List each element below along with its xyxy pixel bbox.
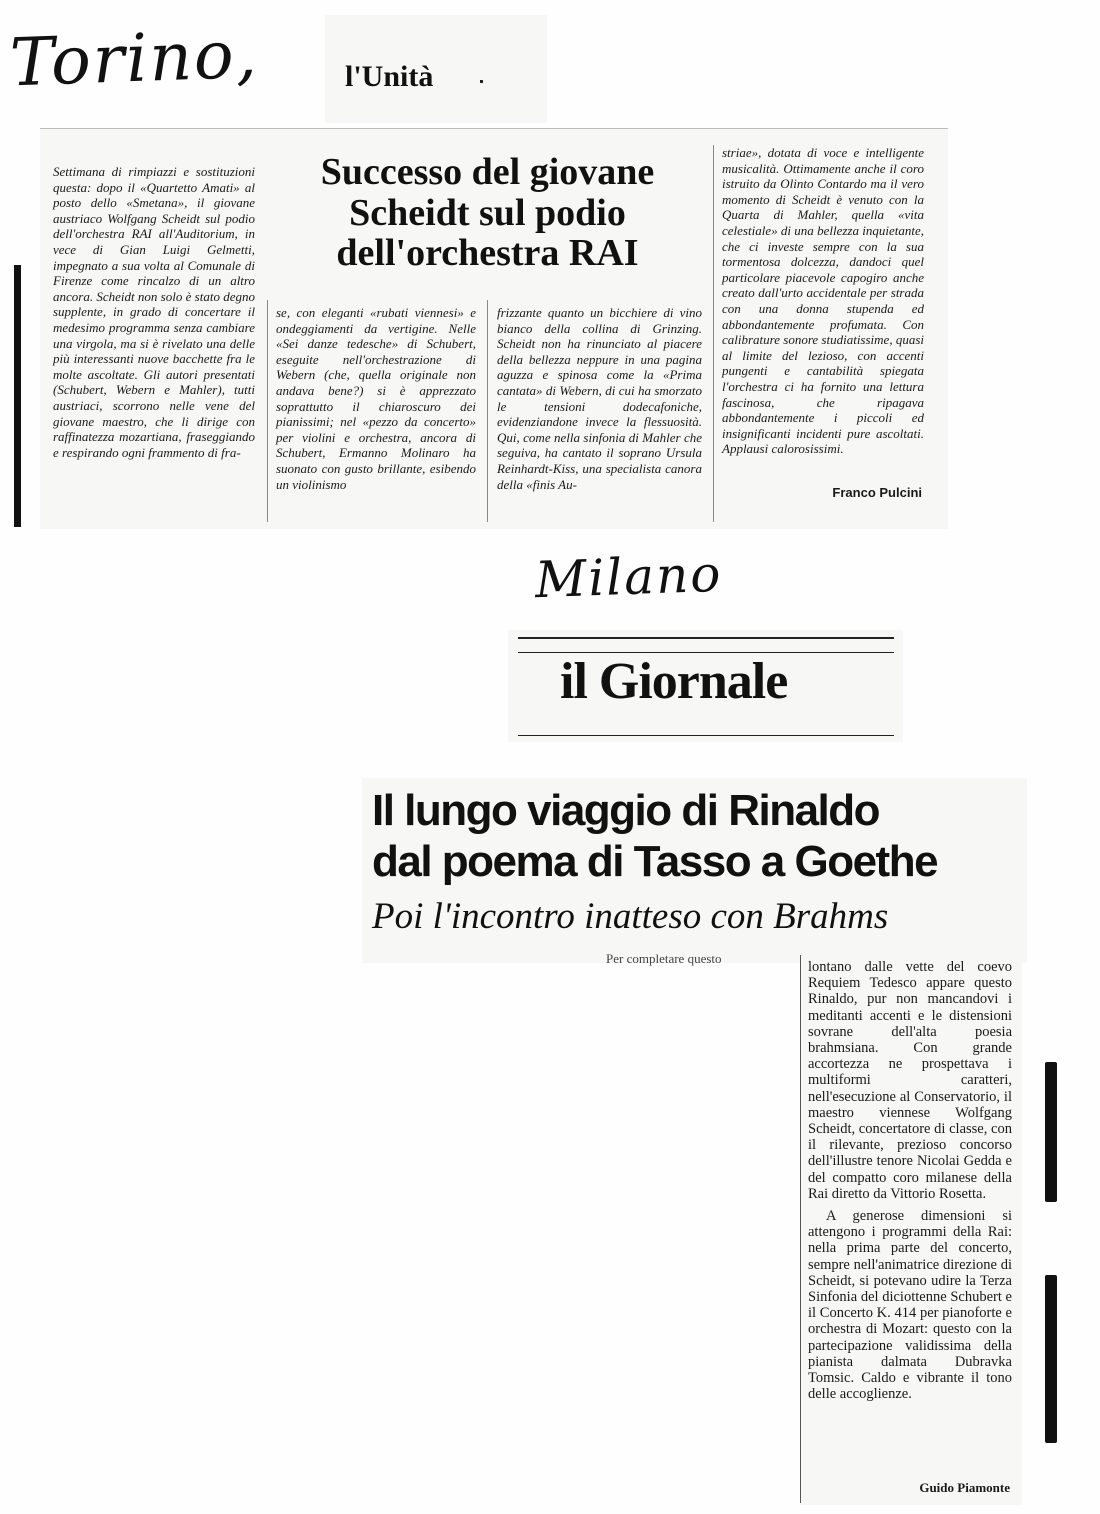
handwritten-city-milano: Milano [534,544,724,610]
margin-mark-right-1 [1045,1062,1057,1202]
handwritten-city-torino: Torino, [8,15,260,102]
unita-column-4: striae», dotata di voce e intelligente musicalità. Ottimamente anche il coro istruito da Olinto Contardo ma il vero momento di Scheidt è venuto con la Quarta di Mahler, quella «vita celestiale» di una bellezza inquietante, che ci investe sempre con la sua tormentosa dolcezza, dandoci quel particolare piacevole capogiro anche creato dall'urto accidentale per strada con una donna stupenda ed abbondantemente profumata. Con calibrature sonore studiatissime, quasi al limite del lezioso, con accenti pungenti e cantabilità spiegata l'orchestra ci ha fornito una lettura fascinosa, che ripagava abbondantemente i piccoli ed insignificanti incidenti pure ascoltati. Applausi calorosissimi. [722,145,924,457]
giornale-subhead: Poi l'incontro inatteso con Brahms [372,896,889,937]
giornale-headline [372,785,1012,887]
unita-headline-line-3: dell'orchestra RAI [336,232,639,275]
giornale-paragraph-1: lontano dalle vette del coevo Requiem Tedesco appare questo Rinaldo, pur non mancandovi i meditanti accenti e le distensioni sovrane dell'alta poesia brahmsiana. Con grande accortezza ne prospettava i multiformi caratteri, nell'esecuzione al Conservatorio, il maestro viennese Wolfgang Scheidt, concertatore di classe, con il rilevante, prezioso concorso dell'illustre tenore Nicolai Gedda e del compatto coro milanese della Rai diretto da Vittorio Rosetta. [808,959,1012,1202]
giornale-byline: Guido Piamonte [919,1480,1010,1495]
column-divider-1 [267,300,268,522]
giornale-masthead: il Giornale [560,653,788,710]
unita-column-3: frizzante quanto un bicchiere di vino bianco della collina di Grinzing. Scheidt non ha rinunciato al piacere della bellezza neppure in una pagina aguzza e spinosa come la «Prima cantata» di Webern, di cui ha smorzato le tensioni dodecafoniche, evidenziandone invece la flessuosità. Qui, come nella sinfonia di Mahler che seguiva, ha cantato il soprano Ursula Reinhardt-Kiss, una specialista canora della «finis Au- [497,305,702,492]
unita-masthead-dot [480,80,483,83]
margin-mark-left [14,265,21,527]
unita-column-2: se, con eleganti «rubati viennesi» e ondeggiamenti da vertigine. Nelle «Sei danze tedesche» di Schubert, eseguite nell'orchestrazione di Webern (che, quella originale non andava bene?) si è apprezzato soprattutto il chiaroscuro dei pianissimi; nel «pezzo da concerto» per violini e orchestra, ancora di Schubert, Ermanno Molinaro ha suonato con gusto brillante, esibendo un violinismo [276,305,476,492]
masthead-rule-top [518,637,894,639]
unita-headline-line-2: Scheidt sul podio [349,191,626,234]
column-divider-3 [713,145,714,522]
unita-headline-line-1: Successo del giovane [320,151,655,193]
giornale-headline-line-1: Il lungo viaggio di Rinaldo [372,786,880,835]
giornale-paragraph-2: A generose dimensioni si attengono i programmi della Rai: nella prima parte del concerto, sempre nell'animatrice direzione di Scheidt, si potevano udire la Terza Sinfonia del diciottenne Schubert e il Concerto K. 414 per pianoforte e orchestra di Mozart: questo con la partecipazione validissima della pianista dalmata Dubravka Tomsic. Caldo e vibrante il tono delle accoglienze. [808,1208,1012,1403]
giornale-headline-line-2: dal poema di Tasso a Goethe [372,837,938,886]
unita-masthead: l'Unità [345,60,434,93]
giornale-article-body [808,959,1012,1402]
giornale-cut-line [606,949,786,958]
unita-headline [280,152,695,274]
masthead-rule-bottom [518,735,894,736]
unita-column-1: Settimana di rimpiazzi e sostituzioni questa: dopo il «Quartetto Amati» al posto dello «Smetana», il giovane austriaco Wolfgang Scheidt sul podio dell'orchestra RAI all'Auditorium, in vece di Gian Luigi Gelmetti, impegnato a sua volta al Comunale di Firenze come rincalzo di un altro ancora. Scheidt non solo è stato degno supplente, in grado di concertare il medesimo programma senza cambiare una virgola, ma si è rivelato una delle più interessanti nuove bacchette fra le molte ascoltate. Gli autori presentati (Schubert, Webern e Mahler), tutti austriaci, scorrono nelle vene del giovane maestro, che li dirige con raffinatezza mozartiana, fraseggiando e respirando ogni frammento di fra- [53,164,255,460]
unita-byline: Franco Pulcini [832,485,922,500]
margin-mark-right-2 [1045,1275,1057,1443]
giornale-column-rule [800,955,801,1503]
column-divider-2 [487,300,488,522]
